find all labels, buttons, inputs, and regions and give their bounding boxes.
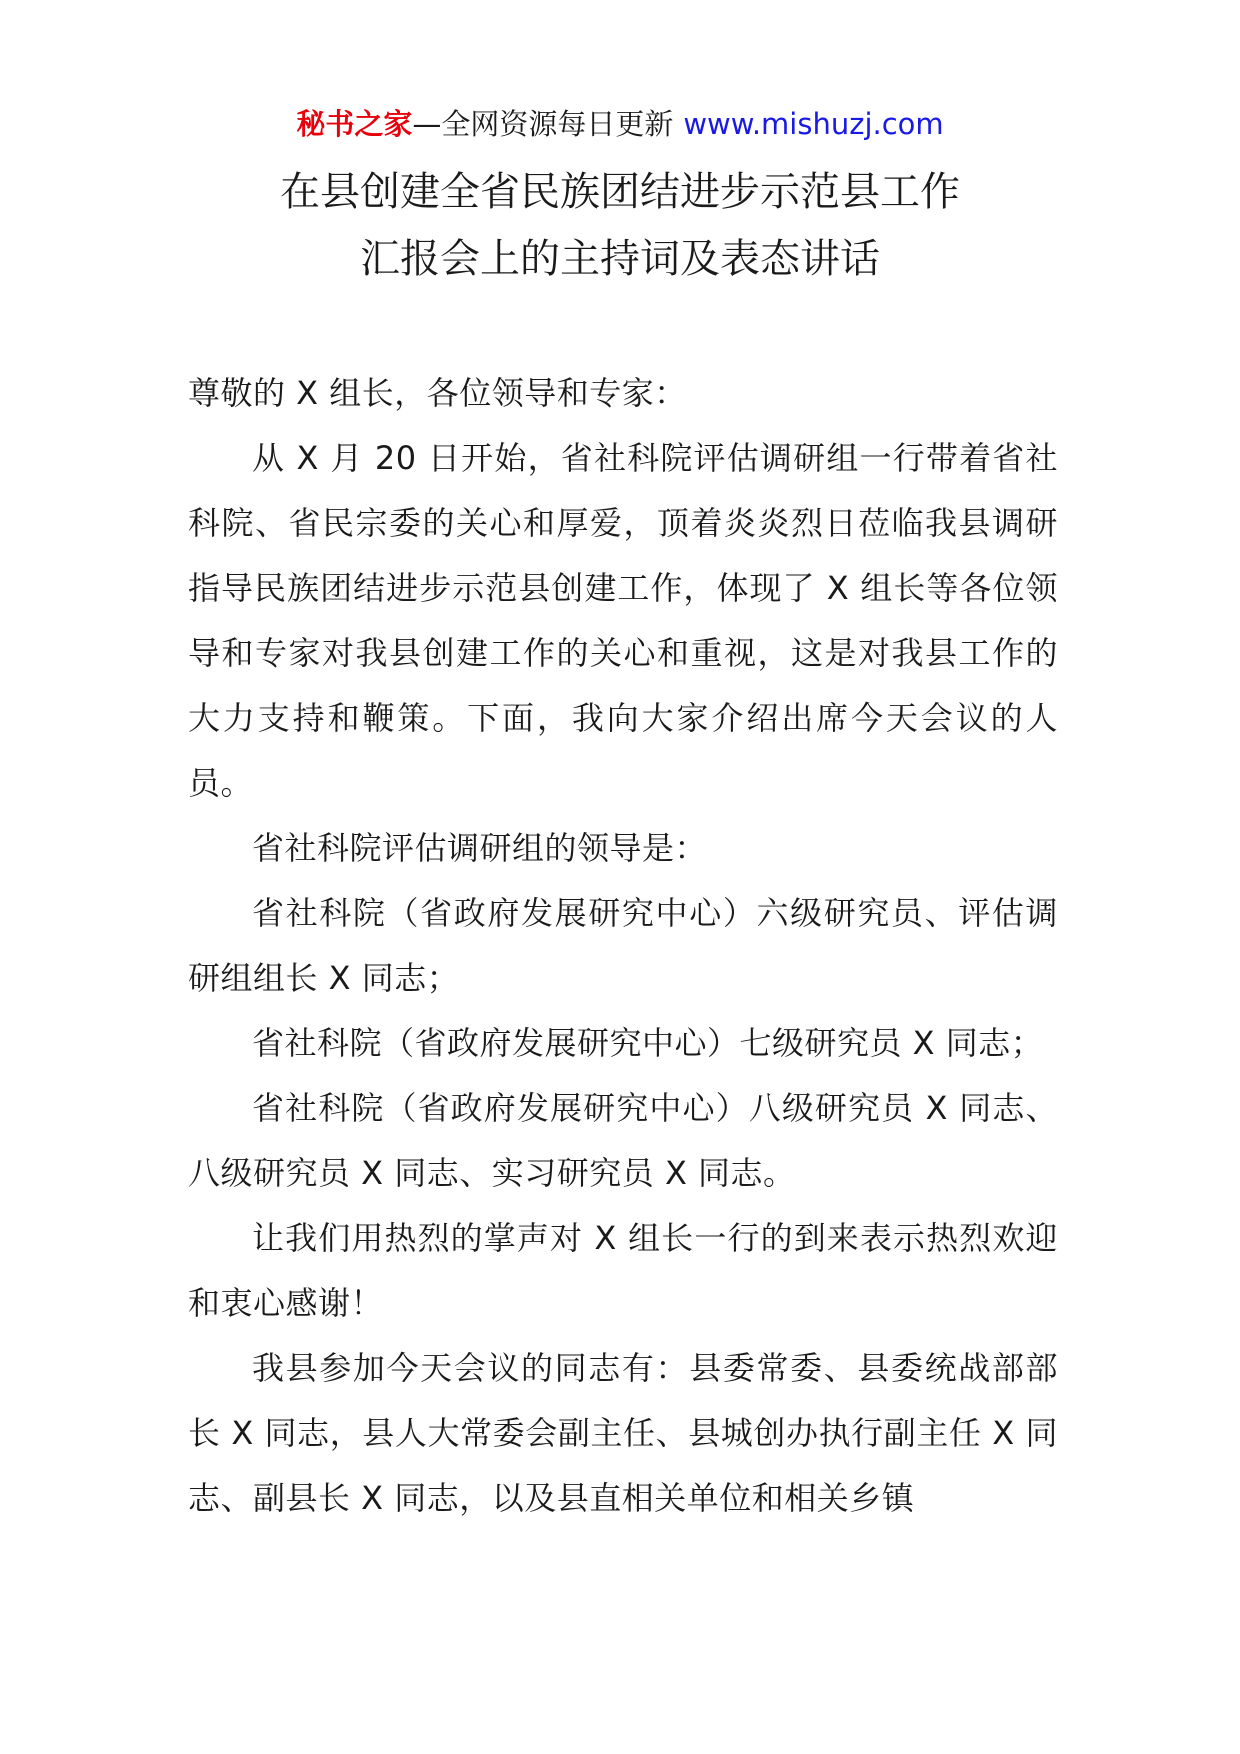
site-header xyxy=(0,104,1240,144)
body-paragraph: 省社科院评估调研组的领导是： xyxy=(252,829,708,867)
salutation-paragraph: 尊敬的 X 组长，各位领导和专家： xyxy=(188,374,687,412)
document-body xyxy=(188,361,1058,1531)
body-paragraph: 从 X 月 20 日开始，省社科院评估调研组一行带着省社科院、省民宗委的关心和厚爱，顶着炎炎烈日莅临我县调研指导民族团结进步示范县创建工作，体现了 X 组长等各位领导和专家对我县创建工作的关心和重视，这是对我县工作的大力支持和鞭策。下面，我向大家介绍出席今天会议的人员。 xyxy=(188,439,1058,802)
body-paragraph: 省社科院（省政府发展研究中心）七级研究员 X 同志； xyxy=(252,1024,1044,1062)
site-url-link[interactable]: www.mishuzj.com xyxy=(683,107,944,141)
brand-name: 秘书之家 xyxy=(296,107,413,141)
body-paragraph: 省社科院（省政府发展研究中心）八级研究员 X 同志、八级研究员 X 同志、实习研究员 X 同志。 xyxy=(188,1089,1058,1192)
brand-slogan: —全网资源每日更新 xyxy=(412,107,674,141)
body-paragraph: 让我们用热烈的掌声对 X 组长一行的到来表示热烈欢迎和衷心感谢！ xyxy=(188,1219,1058,1322)
body-paragraph: 我县参加今天会议的同志有：县委常委、县委统战部部长 X 同志，县人大常委会副主任、县城创办执行副主任 X 同志、副县长 X 同志，以及县直相关单位和相关乡镇 xyxy=(188,1349,1058,1517)
document-title-line-2: 汇报会上的主持词及表态讲话 xyxy=(360,236,880,282)
document-title-line-1: 在县创建全省民族团结进步示范县工作 xyxy=(280,169,960,215)
body-paragraph: 省社科院（省政府发展研究中心）六级研究员、评估调研组组长 X 同志； xyxy=(188,894,1058,997)
